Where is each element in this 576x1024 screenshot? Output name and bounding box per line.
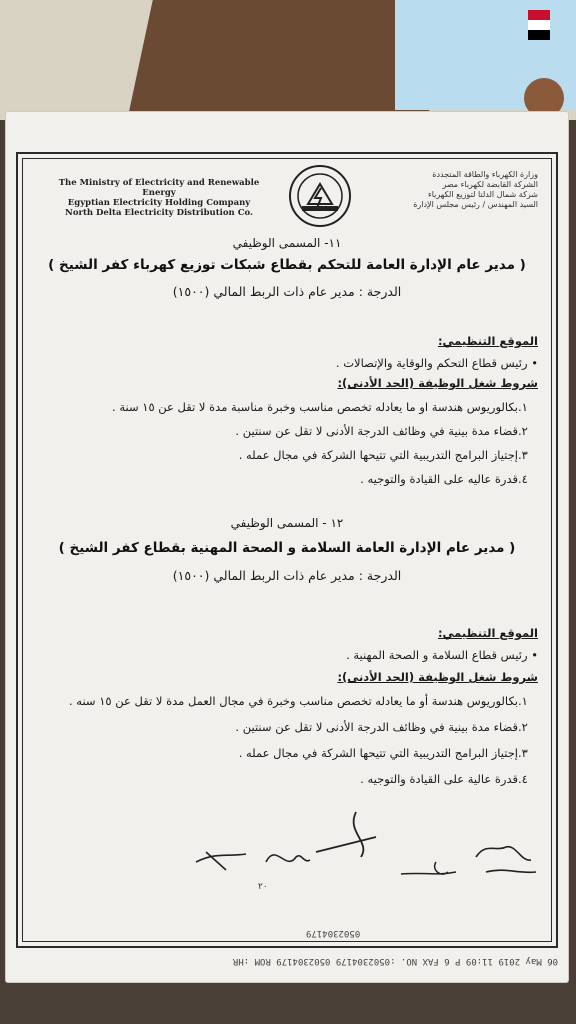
header-ar-line: شركة شمال الدلتا لتوزيع الكهرباء: [427, 190, 538, 199]
section-11-req-4: ٤.قدرة عاليه على القيادة والتوجيه .: [360, 472, 528, 486]
header-en-line: North Delta Electricity Distribution Co.: [65, 208, 253, 218]
section-11-req-2: ٢.قضاء مدة بينية في وظائف الدرجة الأدنى لا تقل عن سنتين .: [235, 424, 528, 438]
header-arabic: [353, 170, 538, 210]
fax-line-1: 0502304179: [306, 928, 361, 938]
section-12-number: ١٢ - المسمى الوظيفي: [230, 516, 344, 530]
header-ar-line: السيد المهندس / رئيس مجلس الإدارة: [413, 200, 538, 209]
header-english: [44, 178, 274, 218]
section-11-org-item: • رئيس قطاع التحكم والوقاية والإتصالات .: [335, 356, 538, 370]
fax-line-2: 06 May 2019 11:09 P 6 FAX NO. :0502304179 0502304179 ROM :HR: [232, 956, 558, 966]
section-11-req-1: ١.بكالوريوس هندسة او ما يعادله تخصص مناسب وخبرة مناسبة مدة لا تقل عن ١٥ سنة .: [112, 400, 528, 414]
company-logo-icon: [288, 164, 352, 228]
section-12-org-item: • رئيس قطاع السلامة و الصحة المهنية .: [346, 648, 538, 662]
header-ar-line: وزارة الكهرباء والطاقة المتجددة: [432, 170, 538, 179]
section-12-req-3: ٣.إجتياز البرامج التدريبية التي تتيحها الشركة في مجال عمله .: [238, 746, 528, 760]
signatures: [186, 802, 546, 892]
header-en-line: Egyptian Electricity Holding Company: [67, 198, 251, 208]
section-12-title: ( مدير عام الإدارة العامة السلامة و الصحة المهنية بقطاع كفر الشيخ ): [58, 540, 516, 556]
page-mark: ٢٠: [258, 882, 268, 892]
section-11-req-3: ٣.إجتياز البرامج التدريبية التي تتيحها الشركة في مجال عمله .: [238, 448, 528, 462]
section-12-req-heading: شروط شغل الوظيفة (الحد الأدنى):: [337, 670, 538, 684]
section-11-req-heading: شروط شغل الوظيفة (الحد الأدنى):: [337, 376, 538, 390]
egypt-flag-icon: [528, 10, 550, 40]
section-11-org-heading: الموقع التنظيمي:: [437, 334, 538, 348]
section-12-req-4: ٤.قدرة عالية على القيادة والتوجيه .: [360, 772, 528, 786]
document-page: [6, 112, 568, 982]
section-11-title: ( مدير عام الإدارة العامة للتحكم بقطاع شبكات توزيع كهرباء كفر الشيخ ): [48, 257, 526, 273]
section-11-number: ١١- المسمى الوظيفي: [232, 236, 342, 250]
section-12-req-1: ١.بكالوريوس هندسة أو ما يعادله تخصص مناسب وخبرة في مجال العمل مدة لا تقل عن ١٥ سنه .: [68, 694, 528, 708]
section-12-req-2: ٢.قضاء مدة بينية في وظائف الدرجة الأدنى لا تقل عن سنتين .: [235, 720, 528, 734]
section-11-grade: الدرجة : مدير عام ذات الربط المالي (١٥٠٠): [172, 284, 402, 299]
section-12-org-heading: الموقع التنظيمي:: [437, 626, 538, 640]
header-ar-line: الشركة القابضة لكهرباء مصر: [442, 180, 538, 189]
section-12-grade: الدرجة : مدير عام ذات الربط المالي (١٥٠٠): [172, 568, 402, 583]
header-en-line: The Ministry of Electricity and Renewable Energy: [58, 178, 260, 198]
